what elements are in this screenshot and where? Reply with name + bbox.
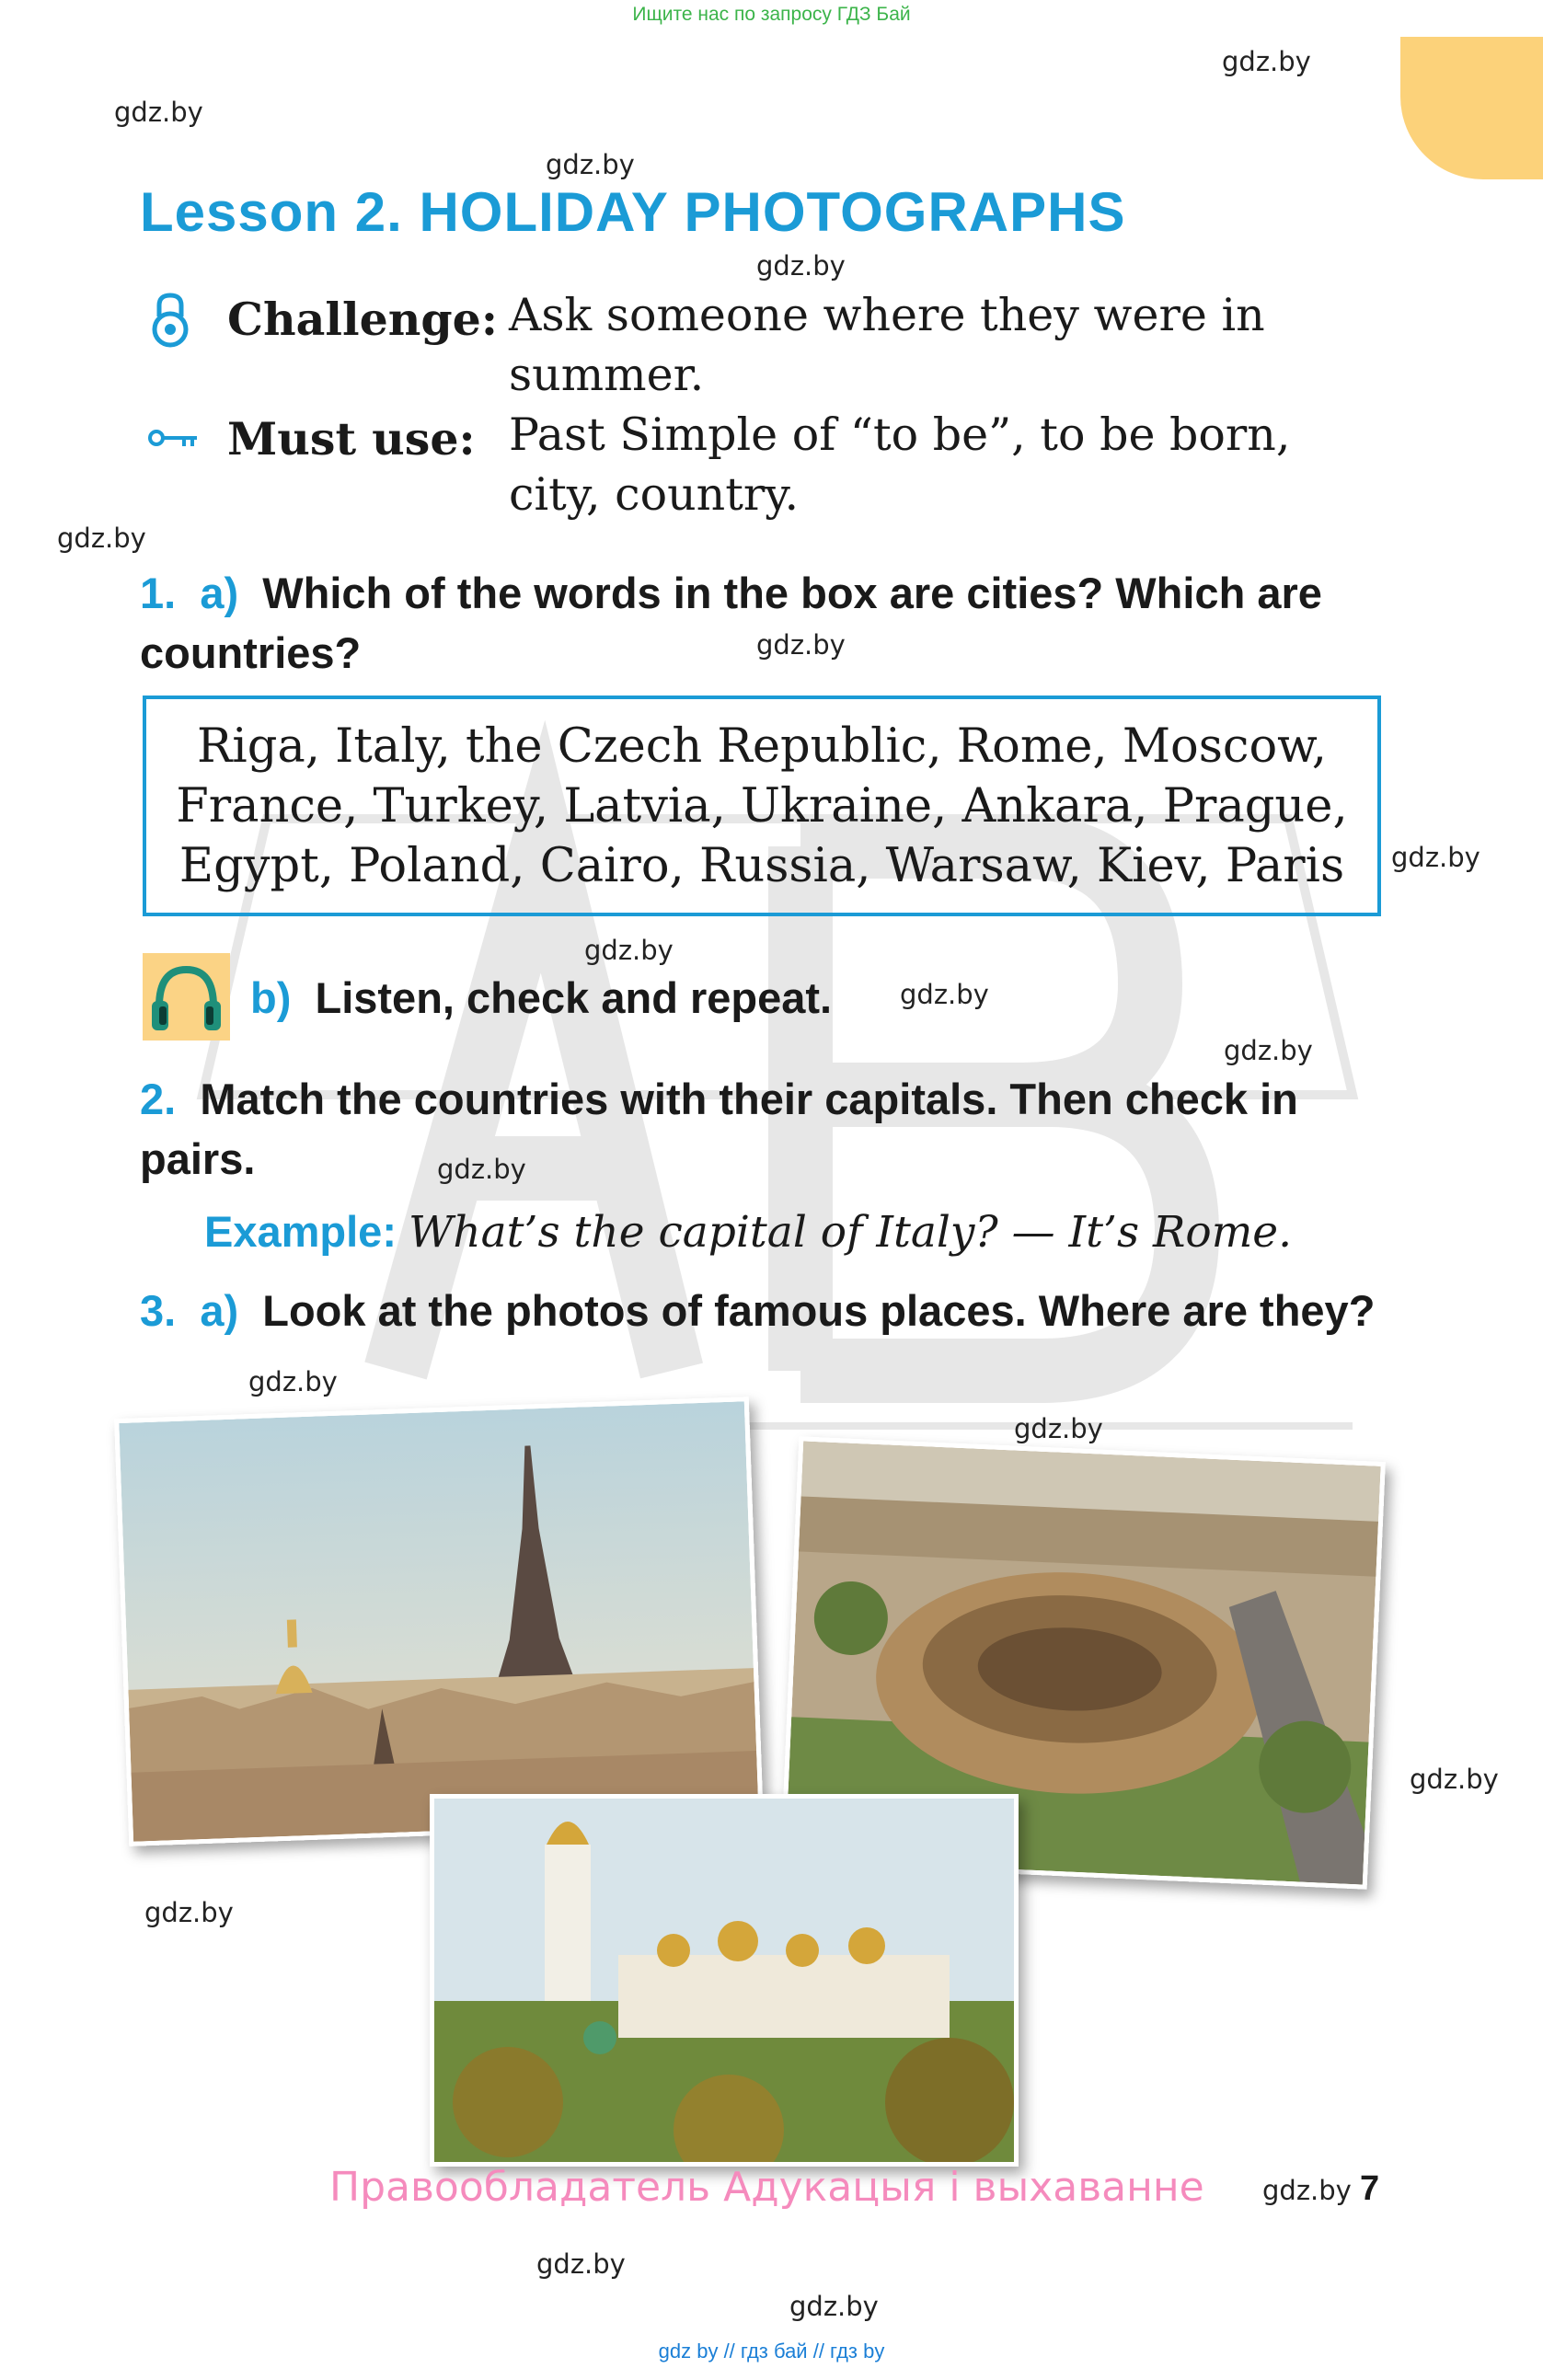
task-text: Listen, check and repeat. (315, 973, 833, 1022)
watermark-text: gdz.by (1014, 1413, 1103, 1444)
watermark-text: gdz.by (1222, 46, 1311, 77)
watermark-text: gdz.by (1410, 1764, 1499, 1795)
task-2-example (204, 1201, 1292, 1262)
watermark-text: gdz.by (248, 1366, 338, 1397)
watermark-text: gdz.by (1224, 1035, 1313, 1066)
task-part: b) (250, 973, 292, 1022)
task-2-line1 (140, 1069, 1298, 1129)
task-number: 3. (140, 1286, 177, 1335)
lock-icon (150, 293, 190, 348)
watermark-text: gdz.by (756, 250, 846, 282)
watermark-text: gdz.by (900, 979, 989, 1010)
lesson-title: Lesson 2. HOLIDAY PHOTOGRAPHS (140, 181, 1126, 243)
word-box-text (176, 717, 1347, 896)
headphones-icon (143, 953, 230, 1041)
watermark-text: gdz.by (546, 149, 635, 180)
must-use-text-line2: city, country. (509, 468, 800, 521)
watermark-text: gdz.by (437, 1154, 526, 1185)
must-use-label: Must use: (227, 412, 476, 466)
challenge-label: Challenge: (227, 293, 498, 346)
task-2-line2: pairs. (140, 1134, 256, 1183)
example-label: Example: (204, 1207, 397, 1256)
watermark-text: gdz.by (144, 1897, 234, 1928)
top-search-link[interactable]: Ищите нас по запросу ГДЗ Бай (632, 4, 911, 25)
corner-tab (1400, 37, 1543, 179)
watermark-text: gdz.by (57, 523, 146, 554)
task-part: a) (200, 1286, 239, 1335)
task-number: 1. (140, 569, 177, 617)
task-number: 2. (140, 1075, 177, 1123)
task-1a-line1 (140, 563, 1322, 623)
key-icon (147, 426, 199, 450)
task-text: Which of the words in the box are cities? Which are (262, 569, 1322, 617)
page-number: 7 (1360, 2169, 1380, 2208)
photo-paris (114, 1397, 764, 1846)
audio-button[interactable] (143, 953, 230, 1041)
task-part: a) (200, 569, 239, 617)
example-text: What’s the capital of Italy? — It’s Rome. (409, 1207, 1293, 1258)
watermark-text: gdz.by (789, 2291, 879, 2322)
watermark-text: gdz.by (1262, 2175, 1352, 2206)
task-1b (250, 968, 832, 1028)
watermark-text: gdz.by (1391, 842, 1480, 873)
watermark-text: gdz.by (756, 629, 846, 661)
watermark-text: gdz.by (114, 97, 203, 128)
eiffel-tower-image (119, 1401, 758, 1841)
challenge-text-line2: summer. (509, 349, 705, 401)
word-box-line: Egypt, Poland, Cairo, Russia, Warsaw, Kiev, Paris (178, 838, 1345, 893)
task-3a (140, 1281, 1375, 1340)
task-1a-line2: countries? (140, 628, 362, 677)
task-text: Look at the photos of famous places. Where are they? (262, 1286, 1376, 1335)
photo-kiev (430, 1794, 1019, 2167)
kiev-pechersk-lavra-image (434, 1799, 1014, 2162)
watermark-text: gdz.by (536, 2248, 626, 2280)
bottom-links[interactable]: gdz by // гдз бай // гдз by (658, 2340, 885, 2363)
challenge-text-line1: Ask someone where they were in (509, 289, 1265, 341)
watermark-text: gdz.by (584, 935, 674, 966)
task-text: Match the countries with their capitals. Then check in (200, 1075, 1298, 1123)
word-box-line: France, Turkey, Latvia, Ukraine, Ankara, Prague, (176, 778, 1348, 834)
word-box (143, 696, 1381, 916)
copyright-text: Правообладатель Адукацыя і выхаванне (329, 2164, 1204, 2211)
must-use-text-line1: Past Simple of “to be”, to be born, (509, 408, 1291, 461)
word-box-line: Riga, Italy, the Czech Republic, Rome, Moscow, (196, 719, 1327, 774)
